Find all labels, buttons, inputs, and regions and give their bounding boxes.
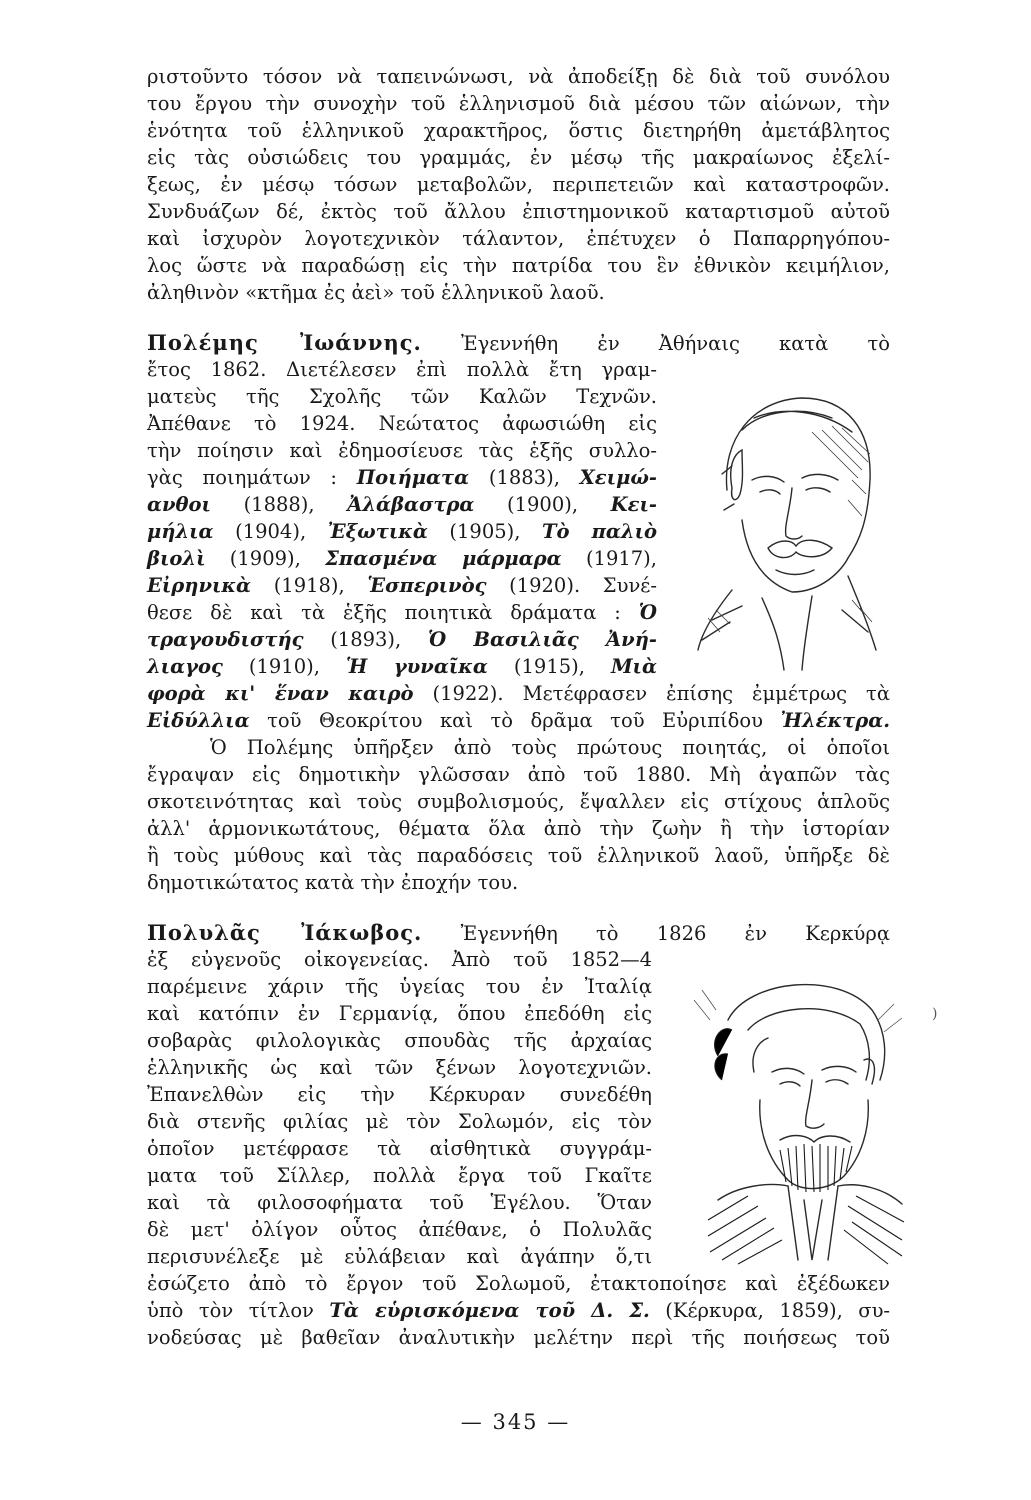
text-line: δὲ μετ' ὀλίγον οὗτος ἀπέθανε, ὁ Πολυλᾶς: [147, 1218, 652, 1241]
entry-heading-polylas: Πολυλᾶς Ἰάκωβος.: [147, 920, 423, 945]
text-line: ἑνότητα τοῦ ἑλληνικοῦ χαρακτῆρος, ὅστις διετηρήθη ἀμετάβλητος: [147, 119, 890, 142]
work-title: μήλια: [147, 520, 214, 543]
work-title: ανθοι: [147, 493, 211, 516]
text-line: σκοτεινότητας καὶ τοὺς συμβολισμούς, ἔψαλλεν εἰς στίχους ἁπλοῦς: [147, 790, 890, 813]
work-title: Τὰ εὑρισκόμενα τοῦ Δ. Σ.: [329, 1299, 650, 1322]
text-line: ἐσώζετο ἀπὸ τὸ ἔργον τοῦ Σολωμοῦ, ἐτακτοποίησε καὶ ἐξέδωκεν: [147, 1272, 890, 1295]
text-line: ριστοῦντο τόσον νὰ ταπεινώνωσι, νὰ ἀποδείξῃ δὲ διὰ τοῦ συνόλου: [147, 65, 890, 88]
text-line: Ἐπανελθὼν εἰς τὴν Κέρκυραν συνεδέθη: [147, 1083, 652, 1106]
text-line: ἢ τοὺς μύθους καὶ τὰς παραδόσεις τοῦ ἑλληνικοῦ λαοῦ, ὑπῆρξε δὲ: [147, 844, 890, 867]
work-title: Ἀλάβαστρα: [347, 493, 475, 516]
text-line: τραγουδιστής (1893), Ὁ Βασιλιᾶς Ἀνή-: [147, 628, 657, 651]
text-line: Ἀπέθανε τὸ 1924. Νεώτατος ἀφωσιώθη εἰς: [147, 412, 657, 435]
work-title: Κει-: [610, 493, 657, 516]
work-title: βιολὶ: [147, 547, 206, 570]
work-title: Ἠλέκτρα.: [780, 709, 890, 732]
text-line: σοβαρὰς φιλολογικὰς σπουδὰς τῆς ἀρχαίας: [147, 1029, 652, 1052]
text-line: μήλια (1904), Ἐξωτικὰ (1905), Τὸ παλιὸ: [147, 520, 658, 543]
text-line: ξεως, ἐν μέσῳ τόσων μεταβολῶν, περιπετειῶν καὶ καταστροφῶν.: [147, 173, 890, 196]
text-line: ἐξ εὐγενοῦς οἰκογενείας. Ἀπὸ τοῦ 1852—4: [147, 948, 652, 971]
work-title: Ἡ γυναῖκα: [345, 655, 488, 678]
text-line: λος ὥστε νὰ παραδώσῃ εἰς τὴν πατρίδα του ἓν ἐθνικὸν κειμήλιον,: [147, 254, 890, 277]
page-number: — 345 —: [460, 1410, 571, 1434]
text-line: ἀληθινὸν «κτῆμα ἐς ἀεὶ» τοῦ ἑλληνικοῦ λαοῦ.: [147, 281, 605, 304]
portrait-polylas: [688, 960, 913, 1270]
text-line: του ἔργου τὴν συνοχὴν τοῦ ἑλληνισμοῦ διὰ μέσου τῶν αἰώνων, τὴν: [147, 92, 890, 115]
text-line: ανθοι (1888), Ἀλάβαστρα (1900), Κει-: [147, 493, 657, 516]
work-title: φορὰ κι' ἕναν καιρὸ: [147, 682, 414, 705]
text-line: Πολυλᾶς Ἰάκωβος. Ἐγεννήθη τὸ 1826 ἐν Κερκύρᾳ: [147, 920, 890, 945]
text-line: Ὁ Πολέμης ὑπῆρξεν ἀπὸ τοὺς πρώτους ποιητάς, οἱ ὁποῖοι: [210, 736, 890, 759]
text-line: ματα τοῦ Σίλλερ, πολλὰ ἔργα τοῦ Γκαῖτε: [147, 1164, 652, 1187]
entry-heading-polemis: Πολέμης Ἰωάννης.: [147, 330, 422, 355]
text-line: διὰ στενῆς φιλίας μὲ τὸν Σολωμόν, εἰς τὸν: [147, 1110, 652, 1133]
portrait-polemis: [672, 370, 892, 680]
text-line: καὶ κατόπιν ἐν Γερμανίᾳ, ὅπου ἐπεδόθη εἰς: [147, 1002, 652, 1025]
text-line: ἀλλ' ἁρμονικωτάτους, θέματα ὅλα ἀπὸ τὴν ζωὴν ἢ τὴν ἱστορίαν: [147, 817, 890, 840]
work-title: Ἑσπερινὸς: [367, 574, 487, 597]
text-line: ὁποῖον μετέφρασε τὰ αἰσθητικὰ συγγράμ-: [147, 1137, 652, 1160]
text-line: νοδεύσας μὲ βαθεῖαν ἀναλυτικὴν μελέτην περὶ τῆς ποιήσεως τοῦ: [147, 1326, 890, 1349]
text-line: λιαγος (1910), Ἡ γυναῖκα (1915), Μιὰ: [147, 655, 657, 678]
text-line: παρέμεινε χάριν τῆς ὑγείας του ἐν Ἰταλίᾳ: [147, 975, 652, 998]
text-line: φορὰ κι' ἕναν καιρὸ (1922). Μετέφρασεν ἐπίσης ἐμμέτρως τὰ: [147, 682, 891, 705]
text-line: Συνδυάζων δέ, ἐκτὸς τοῦ ἄλλου ἐπιστημονικοῦ καταρτισμοῦ αὐτοῦ: [147, 200, 890, 223]
work-title: Σπασμένα μάρμαρα: [325, 547, 562, 570]
work-title: Ὁ: [638, 601, 657, 624]
text-line: ὑπὸ τὸν τίτλον Τὰ εὑρισκόμενα τοῦ Δ. Σ. (Κέρκυρα, 1859), συ-: [147, 1299, 891, 1322]
text-line: εἰς τὰς οὐσιώδεις του γραμμάς, ἐν μέσῳ τῆς μακραίωνος ἐξελί-: [147, 146, 890, 169]
text-line: ἔτος 1862. Διετέλεσεν ἐπὶ πολλὰ ἔτη γραμ-: [147, 358, 657, 381]
text-line: καὶ ἰσχυρὸν λογοτεχνικὸν τάλαντον, ἐπέτυχεν ὁ Παπαρρηγόπου-: [147, 227, 890, 250]
work-title: Εἰρηνικὰ: [147, 574, 252, 597]
text-line: βιολὶ (1909), Σπασμένα μάρμαρα (1917),: [147, 547, 657, 570]
work-title: Τὸ παλιὸ: [541, 520, 658, 543]
text-line: δημοτικώτατος κατὰ τὴν ἐποχήν του.: [147, 871, 519, 894]
text-line: γὰς ποιημάτων : Ποιήματα (1883), Χειμώ-: [147, 466, 658, 489]
text-line: ματεὺς τῆς Σχολῆς τῶν Καλῶν Τεχνῶν.: [147, 385, 657, 408]
work-title: Μιὰ: [610, 655, 657, 678]
work-title: λιαγος: [147, 655, 223, 678]
text-line: τὴν ποίησιν καὶ ἐδημοσίευσε τὰς ἑξῆς συλλο-: [147, 439, 657, 462]
text-line: ἑλληνικῆς ὡς καὶ τῶν ξένων λογοτεχνιῶν.: [147, 1056, 652, 1079]
text-line: ἔγραψαν εἰς δημοτικὴν γλῶσσαν ἀπὸ τοῦ 1880. Μὴ ἀγαπῶν τὰς: [147, 763, 890, 786]
margin-mark: ): [932, 1006, 938, 1022]
work-title: τραγουδιστής: [147, 628, 304, 651]
work-title: Ποιήματα: [356, 466, 470, 489]
work-title: Εἰδύλλια: [147, 709, 250, 732]
text-line: περισυνέλεξε μὲ εὐλάβειαν καὶ ἀγάπην ὅ,τι: [147, 1245, 652, 1268]
text-line: θεσε δὲ καὶ τὰ ἑξῆς ποιητικὰ δράματα : Ὁ: [147, 601, 657, 624]
text-line: Εἰδύλλια τοῦ Θεοκρίτου καὶ τὸ δρᾶμα τοῦ Εὐριπίδου Ἠλέκτρα.: [147, 709, 890, 732]
text-line: καὶ τὰ φιλοσοφήματα τοῦ Ἑγέλου. Ὅταν: [147, 1191, 652, 1214]
work-title: Χειμώ-: [579, 466, 658, 489]
work-title: Ὁ Βασιλιᾶς Ἀνή-: [427, 628, 657, 651]
work-title: Ἐξωτικὰ: [327, 520, 428, 543]
text-line: Πολέμης Ἰωάννης. Ἐγεννήθη ἐν Ἀθήναις κατὰ τὸ: [147, 330, 890, 355]
text-line: Εἰρηνικὰ (1918), Ἑσπερινὸς (1920). Συνέ-: [147, 574, 657, 597]
